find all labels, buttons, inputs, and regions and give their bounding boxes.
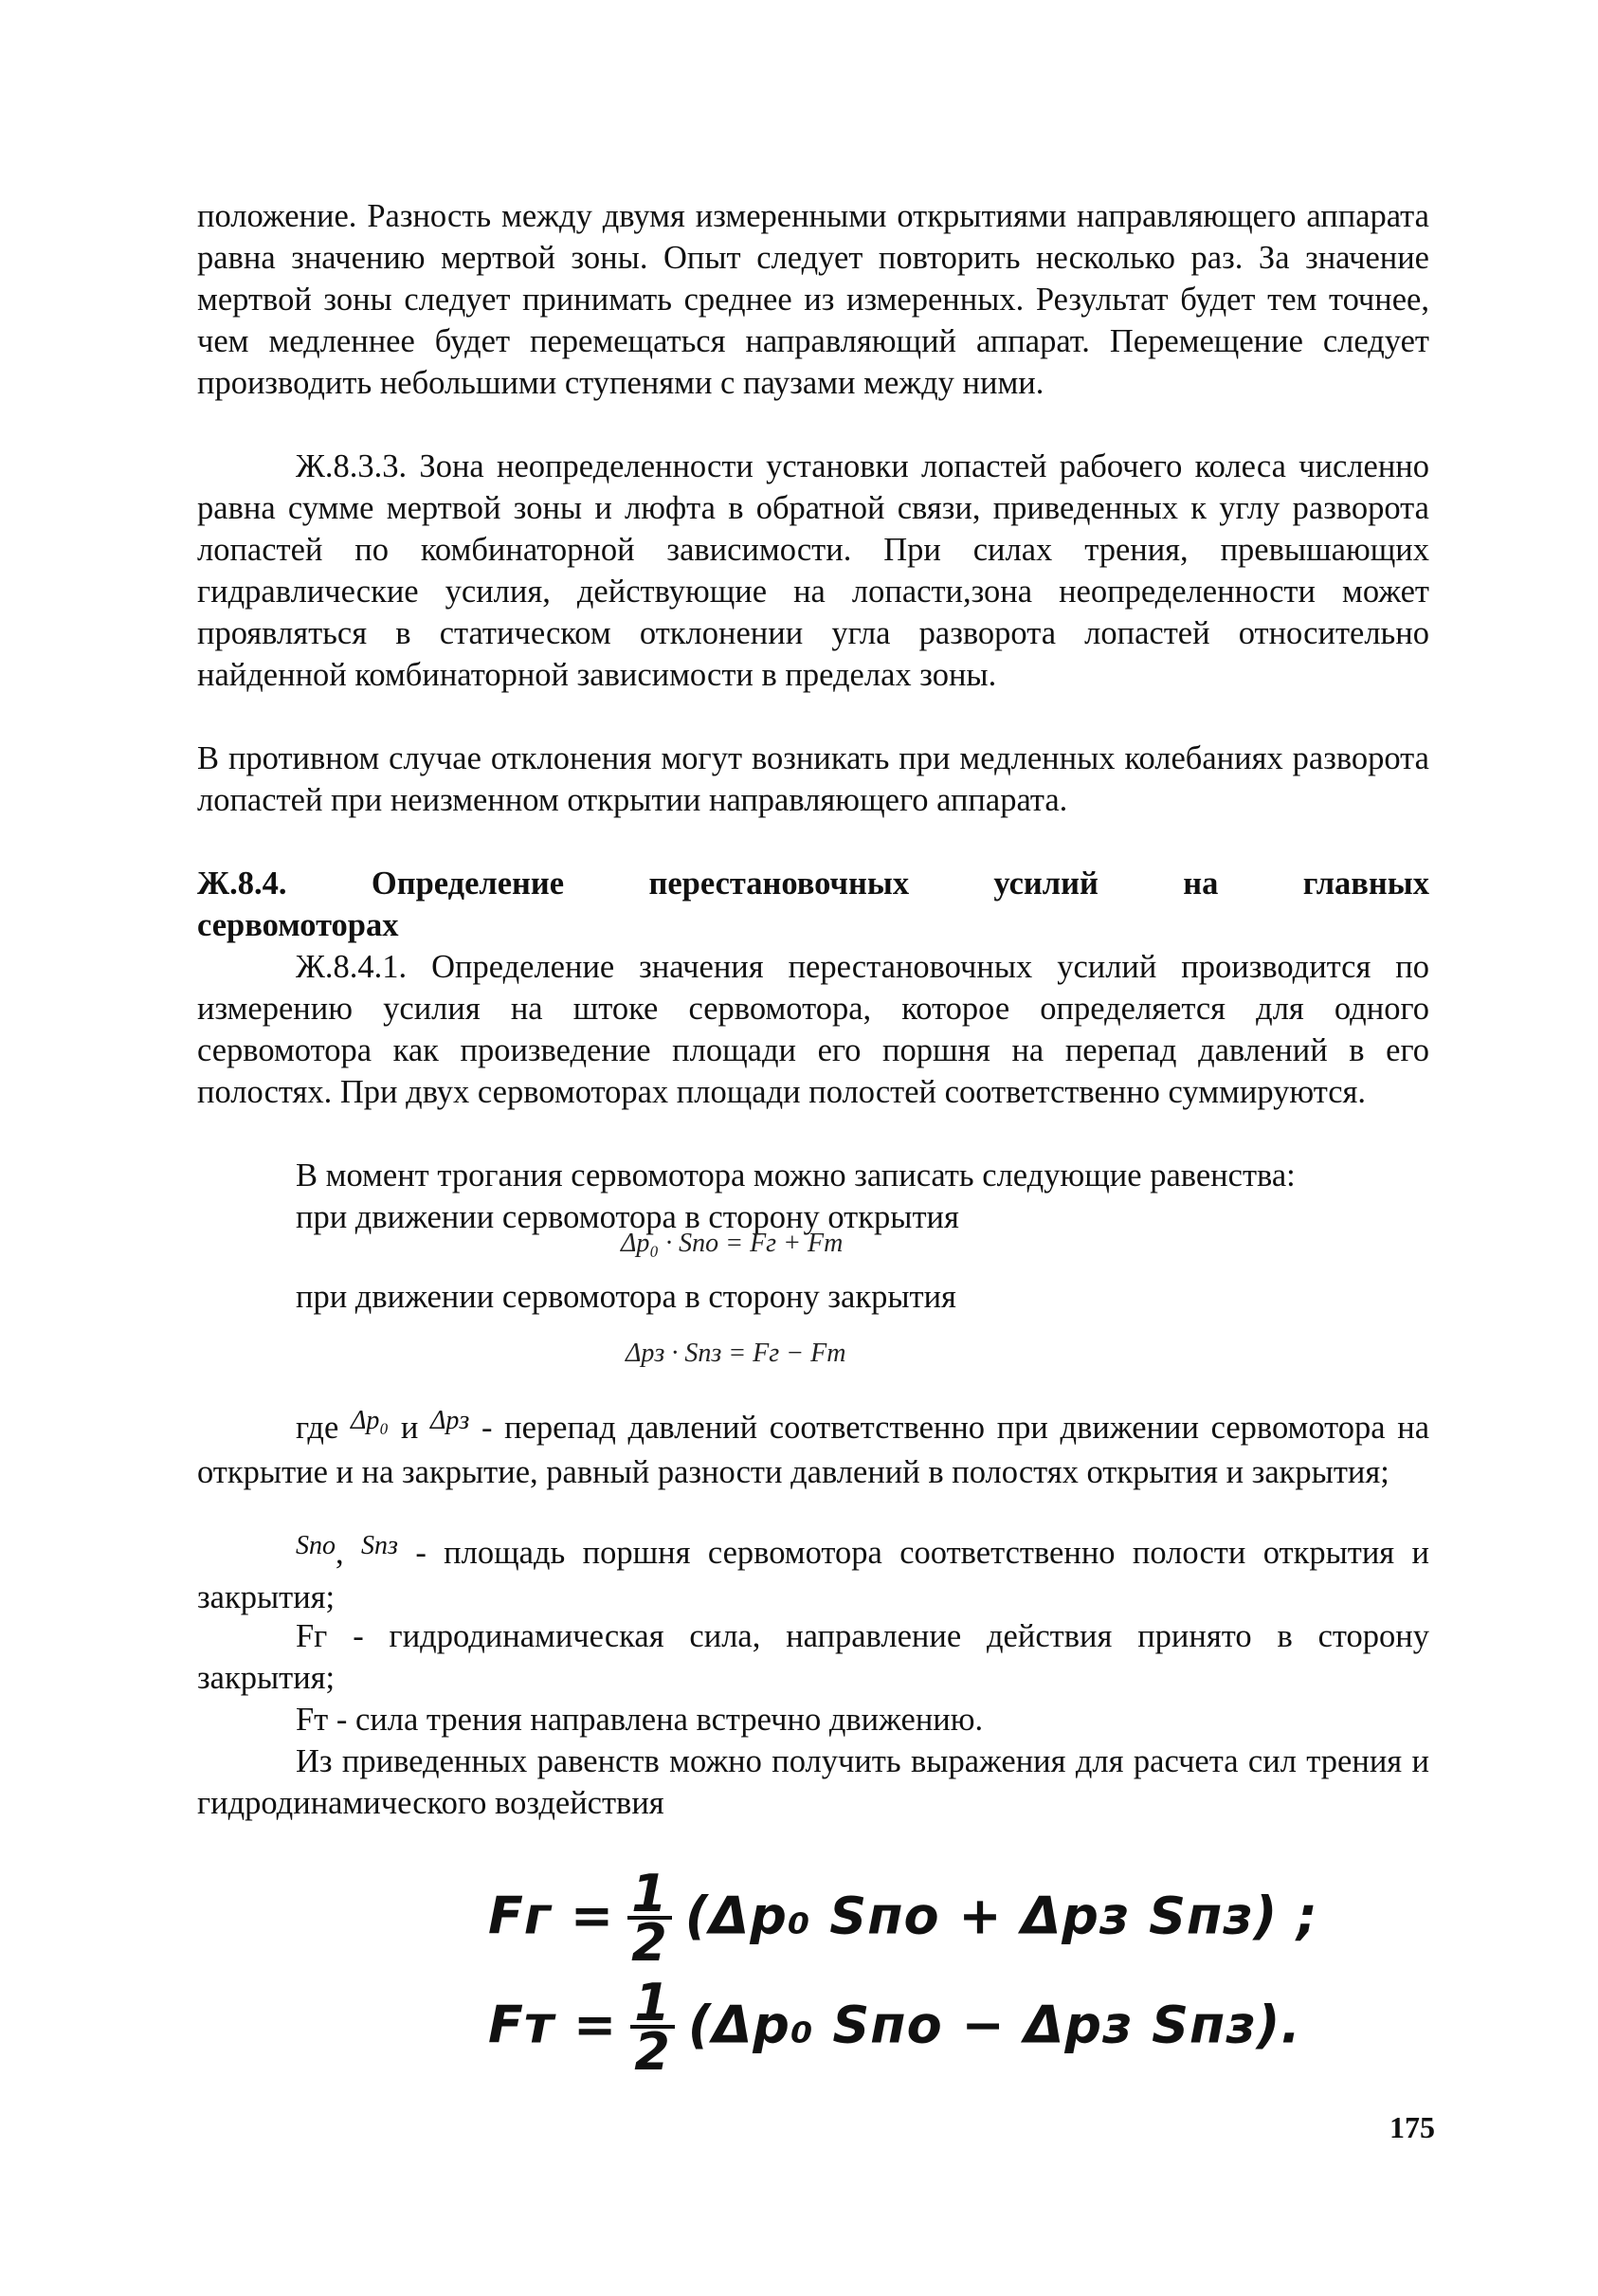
- where-description: - перепад давлений соответственно при движении сервомотора на открытие и на закрытие, равный разности давлений в полостях открытия и закрытия;: [197, 1410, 1430, 1490]
- fraction: [627, 1864, 672, 1973]
- paragraph-deviation: [197, 738, 1429, 821]
- area-open-symbol: Sпо: [296, 1531, 336, 1560]
- text-paragraph: при движении сервомотора в сторону закрытия: [296, 1279, 956, 1315]
- fraction-denominator: 2: [634, 2022, 671, 2082]
- areas-description: - площадь поршня сервомотора соответственно полости открытия и закрытия;: [197, 1535, 1430, 1615]
- formula-hydrodynamic-force: [488, 1864, 1318, 1973]
- where-word: где: [296, 1410, 339, 1446]
- delta-p-close-symbol: Δpз: [429, 1406, 470, 1435]
- text-paragraph: при движении сервомотора в сторону открытия: [296, 1199, 959, 1235]
- heading-line: сервомоторах: [197, 907, 399, 943]
- text-paragraph: Ж.8.3.3. Зона неопределенности установки лопастей рабочего колеса численно равна сумме мертвой зоны и люфта в обратной связи, приведенных к углу разворота лопастей по комбинаторной зависимости. При силах трения, превышающих гидравлические усилия, действующие на лопасти,зона неопределенности может проявляться в статическом отклонении угла разворота лопастей относительно найденной комбинаторной зависимости в пределах зоны.: [197, 448, 1429, 693]
- formula-rhs: (Δp₀ Sпо − Δpз Sпз).: [687, 1995, 1301, 2055]
- fraction-denominator: 2: [631, 1913, 668, 1973]
- equation-closing: Δpз · Sпз = Fг − Fт: [626, 1339, 846, 1368]
- text-paragraph: Fг - гидродинамическая сила, направление действия принято в сторону закрытия;: [197, 1618, 1429, 1696]
- paragraph-derive: [197, 1740, 1429, 1824]
- text-paragraph: В противном случае отклонения могут возникать при медленных колебаниях разворота лопастей при неизменном открытии направляющего аппарата.: [197, 740, 1429, 818]
- text-paragraph: [197, 1407, 1429, 1493]
- formula-friction-force: [488, 1973, 1301, 2082]
- formula-lhs: Fг =: [488, 1886, 615, 1946]
- fraction: [630, 1973, 675, 2082]
- text-paragraph: [197, 1532, 1429, 1618]
- page-number: 175: [1389, 2110, 1435, 2144]
- paragraph-areas: [197, 1532, 1429, 1618]
- delta-p-open-symbol: Δp₀: [350, 1406, 390, 1435]
- text-paragraph: Из приведенных равенств можно получить выражения для расчета сил трения и гидродинамического воздействия: [197, 1743, 1429, 1821]
- text-paragraph: Ж.8.4.1. Определение значения перестановочных усилий производится по измерению усилия на штоке сервомотора, которое определяется для одного сервомотора как произведение площади его поршня на перепад давлений в его полостях. При двух сервомоторах площади полостей соответственно суммируются.: [197, 949, 1429, 1110]
- and-word: и: [400, 1410, 419, 1446]
- paragraph-8-4-1: [197, 946, 1429, 1113]
- paragraph-intro: [197, 195, 1429, 404]
- paragraph-8-3-3: [197, 446, 1429, 696]
- text-paragraph: Fт - сила трения направлена встречно движению.: [296, 1702, 984, 1738]
- text-paragraph: В момент трогания сервомотора можно записать следующие равенства:: [296, 1157, 1296, 1194]
- paragraph-fg: [197, 1615, 1429, 1699]
- equation-opening: Δp₀ · Sпо = Fг + Fт: [621, 1229, 844, 1258]
- paragraph-ft: [197, 1699, 1429, 1740]
- area-close-symbol: Sпз: [361, 1531, 398, 1560]
- separator: ,: [336, 1535, 344, 1571]
- section-heading: [197, 863, 1429, 946]
- paragraph-where: [197, 1407, 1429, 1493]
- text-paragraph: положение. Разность между двумя измеренными открытиями направляющего аппарата равна значению мертвой зоны. Опыт следует повторить несколько раз. За значение мертвой зоны следует принимать среднее из измеренных. Результат будет тем точнее, чем медленнее будет перемещаться направляющий аппарат. Перемещение следует производить небольшими ступенями с паузами между ними.: [197, 198, 1429, 401]
- fraction-numerator: 1: [627, 1872, 672, 1920]
- fraction-numerator: 1: [630, 1981, 675, 2029]
- formula-lhs: Fт =: [488, 1995, 618, 2055]
- heading-line: Ж.8.4. Определение перестановочных усилий на главных: [197, 866, 1429, 902]
- paragraph-closing: [197, 1276, 1429, 1318]
- formula-rhs: (Δp₀ Sпо + Δpз Sпз) ;: [684, 1886, 1318, 1946]
